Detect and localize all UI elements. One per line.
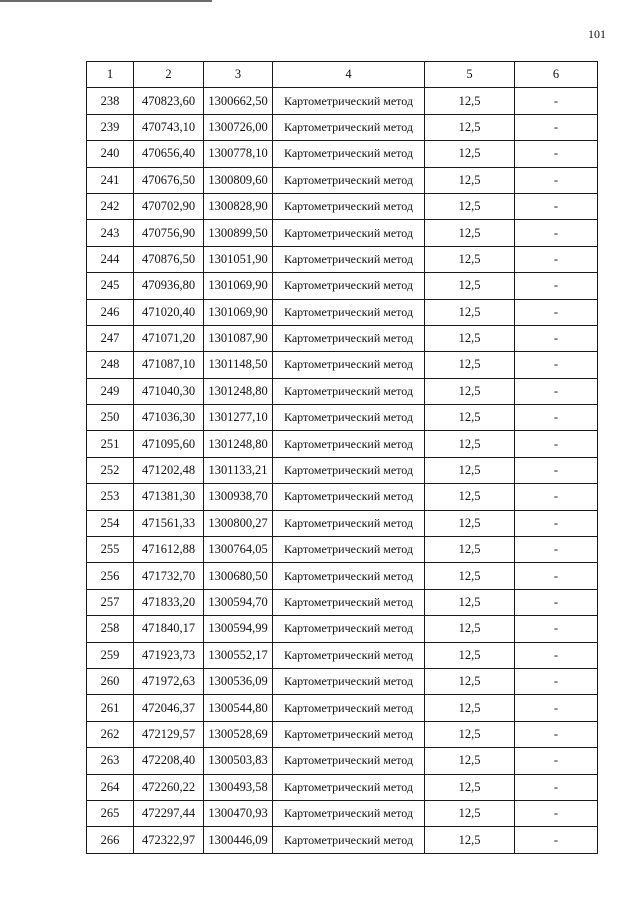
table-body: [87, 88, 598, 853]
y-coordinate-cell: 1300594,99: [204, 616, 273, 642]
description-cell: -: [515, 325, 598, 351]
y-coordinate-cell: 1300594,70: [204, 589, 273, 615]
coordinates-table: [86, 61, 598, 854]
method-cell: Картометрический метод: [273, 141, 425, 167]
y-coordinate-cell: 1301069,90: [204, 299, 273, 325]
accuracy-cell: 12,5: [425, 431, 515, 457]
header-cell-col-2: 2: [134, 62, 204, 88]
table-row: [87, 378, 598, 404]
x-coordinate-cell: 470743,10: [134, 114, 204, 140]
point-number-cell: 255: [87, 537, 134, 563]
y-coordinate-cell: 1300528,69: [204, 721, 273, 747]
point-number-cell: 247: [87, 325, 134, 351]
x-coordinate-cell: 470656,40: [134, 141, 204, 167]
table-row: [87, 431, 598, 457]
point-number-cell: 248: [87, 352, 134, 378]
description-cell: -: [515, 273, 598, 299]
method-cell: Картометрический метод: [273, 510, 425, 536]
description-cell: -: [515, 800, 598, 826]
point-number-cell: 241: [87, 167, 134, 193]
point-number-cell: 246: [87, 299, 134, 325]
table-row: [87, 299, 598, 325]
point-number-cell: 242: [87, 193, 134, 219]
method-cell: Картометрический метод: [273, 642, 425, 668]
description-cell: -: [515, 405, 598, 431]
table-row: [87, 642, 598, 668]
description-cell: -: [515, 431, 598, 457]
table-row: [87, 563, 598, 589]
accuracy-cell: 12,5: [425, 114, 515, 140]
x-coordinate-cell: 471923,73: [134, 642, 204, 668]
accuracy-cell: 12,5: [425, 405, 515, 431]
method-cell: Картометрический метод: [273, 827, 425, 853]
x-coordinate-cell: 472129,57: [134, 721, 204, 747]
y-coordinate-cell: 1300899,50: [204, 220, 273, 246]
x-coordinate-cell: 471732,70: [134, 563, 204, 589]
description-cell: -: [515, 352, 598, 378]
y-coordinate-cell: 1301051,90: [204, 246, 273, 272]
y-coordinate-cell: 1300680,50: [204, 563, 273, 589]
header-cell-col-1: 1: [87, 62, 134, 88]
y-coordinate-cell: 1301087,90: [204, 325, 273, 351]
accuracy-cell: 12,5: [425, 616, 515, 642]
x-coordinate-cell: 471840,17: [134, 616, 204, 642]
table-row: [87, 88, 598, 114]
accuracy-cell: 12,5: [425, 457, 515, 483]
point-number-cell: 253: [87, 484, 134, 510]
header-cell-col-4: 4: [273, 62, 425, 88]
x-coordinate-cell: 472322,97: [134, 827, 204, 853]
accuracy-cell: 12,5: [425, 695, 515, 721]
method-cell: Картометрический метод: [273, 616, 425, 642]
accuracy-cell: 12,5: [425, 273, 515, 299]
description-cell: -: [515, 378, 598, 404]
x-coordinate-cell: 471833,20: [134, 589, 204, 615]
accuracy-cell: 12,5: [425, 299, 515, 325]
table-row: [87, 114, 598, 140]
method-cell: Картометрический метод: [273, 589, 425, 615]
point-number-cell: 252: [87, 457, 134, 483]
point-number-cell: 262: [87, 721, 134, 747]
accuracy-cell: 12,5: [425, 748, 515, 774]
method-cell: Картометрический метод: [273, 220, 425, 246]
method-cell: Картометрический метод: [273, 405, 425, 431]
header-cell-col-6: 6: [515, 62, 598, 88]
description-cell: -: [515, 299, 598, 325]
point-number-cell: 251: [87, 431, 134, 457]
y-coordinate-cell: 1301069,90: [204, 273, 273, 299]
header-cell-col-3: 3: [204, 62, 273, 88]
description-cell: -: [515, 141, 598, 167]
accuracy-cell: 12,5: [425, 352, 515, 378]
description-cell: -: [515, 193, 598, 219]
point-number-cell: 257: [87, 589, 134, 615]
header-cell-col-5: 5: [425, 62, 515, 88]
table-row: [87, 695, 598, 721]
accuracy-cell: 12,5: [425, 537, 515, 563]
x-coordinate-cell: 471040,30: [134, 378, 204, 404]
method-cell: Картометрический метод: [273, 273, 425, 299]
point-number-cell: 260: [87, 668, 134, 694]
accuracy-cell: 12,5: [425, 668, 515, 694]
point-number-cell: 265: [87, 800, 134, 826]
point-number-cell: 244: [87, 246, 134, 272]
point-number-cell: 256: [87, 563, 134, 589]
y-coordinate-cell: 1300764,05: [204, 537, 273, 563]
y-coordinate-cell: 1300536,09: [204, 668, 273, 694]
description-cell: -: [515, 668, 598, 694]
table-row: [87, 827, 598, 853]
point-number-cell: 239: [87, 114, 134, 140]
table-row: [87, 537, 598, 563]
y-coordinate-cell: 1300828,90: [204, 193, 273, 219]
accuracy-cell: 12,5: [425, 774, 515, 800]
accuracy-cell: 12,5: [425, 563, 515, 589]
y-coordinate-cell: 1300493,58: [204, 774, 273, 800]
method-cell: Картометрический метод: [273, 537, 425, 563]
description-cell: -: [515, 510, 598, 536]
y-coordinate-cell: 1300938,70: [204, 484, 273, 510]
description-cell: -: [515, 616, 598, 642]
accuracy-cell: 12,5: [425, 193, 515, 219]
description-cell: -: [515, 484, 598, 510]
method-cell: Картометрический метод: [273, 193, 425, 219]
table-row: [87, 220, 598, 246]
table-row: [87, 167, 598, 193]
description-cell: -: [515, 774, 598, 800]
x-coordinate-cell: 471087,10: [134, 352, 204, 378]
y-coordinate-cell: 1300544,80: [204, 695, 273, 721]
accuracy-cell: 12,5: [425, 642, 515, 668]
y-coordinate-cell: 1300503,83: [204, 748, 273, 774]
accuracy-cell: 12,5: [425, 167, 515, 193]
accuracy-cell: 12,5: [425, 589, 515, 615]
description-cell: -: [515, 88, 598, 114]
method-cell: Картометрический метод: [273, 748, 425, 774]
method-cell: Картометрический метод: [273, 721, 425, 747]
table-row: [87, 668, 598, 694]
y-coordinate-cell: 1301248,80: [204, 431, 273, 457]
method-cell: Картометрический метод: [273, 774, 425, 800]
table-row: [87, 721, 598, 747]
method-cell: Картометрический метод: [273, 352, 425, 378]
method-cell: Картометрический метод: [273, 299, 425, 325]
y-coordinate-cell: 1300552,17: [204, 642, 273, 668]
description-cell: -: [515, 167, 598, 193]
x-coordinate-cell: 470823,60: [134, 88, 204, 114]
table-row: [87, 273, 598, 299]
point-number-cell: 243: [87, 220, 134, 246]
point-number-cell: 263: [87, 748, 134, 774]
method-cell: Картометрический метод: [273, 167, 425, 193]
x-coordinate-cell: 472208,40: [134, 748, 204, 774]
top-rule-line: [0, 0, 212, 2]
x-coordinate-cell: 470702,90: [134, 193, 204, 219]
description-cell: -: [515, 246, 598, 272]
accuracy-cell: 12,5: [425, 246, 515, 272]
y-coordinate-cell: 1300662,50: [204, 88, 273, 114]
x-coordinate-cell: 472260,22: [134, 774, 204, 800]
point-number-cell: 250: [87, 405, 134, 431]
y-coordinate-cell: 1301248,80: [204, 378, 273, 404]
method-cell: Картометрический метод: [273, 431, 425, 457]
x-coordinate-cell: 471612,88: [134, 537, 204, 563]
description-cell: -: [515, 748, 598, 774]
x-coordinate-cell: 471071,20: [134, 325, 204, 351]
point-number-cell: 259: [87, 642, 134, 668]
x-coordinate-cell: 472046,37: [134, 695, 204, 721]
method-cell: Картометрический метод: [273, 457, 425, 483]
method-cell: Картометрический метод: [273, 378, 425, 404]
x-coordinate-cell: 471972,63: [134, 668, 204, 694]
table-row: [87, 510, 598, 536]
point-number-cell: 238: [87, 88, 134, 114]
method-cell: Картометрический метод: [273, 246, 425, 272]
x-coordinate-cell: 470936,80: [134, 273, 204, 299]
x-coordinate-cell: 470876,50: [134, 246, 204, 272]
x-coordinate-cell: 471020,40: [134, 299, 204, 325]
point-number-cell: 266: [87, 827, 134, 853]
accuracy-cell: 12,5: [425, 484, 515, 510]
x-coordinate-cell: 471381,30: [134, 484, 204, 510]
x-coordinate-cell: 472297,44: [134, 800, 204, 826]
method-cell: Картометрический метод: [273, 800, 425, 826]
table-row: [87, 193, 598, 219]
y-coordinate-cell: 1300726,00: [204, 114, 273, 140]
point-number-cell: 264: [87, 774, 134, 800]
table-header: [87, 62, 598, 88]
point-number-cell: 245: [87, 273, 134, 299]
x-coordinate-cell: 471202,48: [134, 457, 204, 483]
accuracy-cell: 12,5: [425, 721, 515, 747]
y-coordinate-cell: 1301148,50: [204, 352, 273, 378]
y-coordinate-cell: 1300470,93: [204, 800, 273, 826]
method-cell: Картометрический метод: [273, 114, 425, 140]
description-cell: -: [515, 695, 598, 721]
accuracy-cell: 12,5: [425, 88, 515, 114]
method-cell: Картометрический метод: [273, 88, 425, 114]
accuracy-cell: 12,5: [425, 827, 515, 853]
accuracy-cell: 12,5: [425, 220, 515, 246]
table-row: [87, 352, 598, 378]
description-cell: -: [515, 114, 598, 140]
description-cell: -: [515, 827, 598, 853]
x-coordinate-cell: 471561,33: [134, 510, 204, 536]
method-cell: Картометрический метод: [273, 695, 425, 721]
accuracy-cell: 12,5: [425, 510, 515, 536]
description-cell: -: [515, 589, 598, 615]
page-number: 101: [588, 27, 606, 41]
point-number-cell: 249: [87, 378, 134, 404]
accuracy-cell: 12,5: [425, 800, 515, 826]
y-coordinate-cell: 1301277,10: [204, 405, 273, 431]
point-number-cell: 240: [87, 141, 134, 167]
method-cell: Картометрический метод: [273, 325, 425, 351]
table-row: [87, 800, 598, 826]
description-cell: -: [515, 563, 598, 589]
table-row: [87, 748, 598, 774]
y-coordinate-cell: 1301133,21: [204, 457, 273, 483]
y-coordinate-cell: 1300800,27: [204, 510, 273, 536]
x-coordinate-cell: 470676,50: [134, 167, 204, 193]
x-coordinate-cell: 470756,90: [134, 220, 204, 246]
table-row: [87, 141, 598, 167]
accuracy-cell: 12,5: [425, 325, 515, 351]
table-row: [87, 589, 598, 615]
table-row: [87, 246, 598, 272]
x-coordinate-cell: 471036,30: [134, 405, 204, 431]
table-row: [87, 484, 598, 510]
table-row: [87, 616, 598, 642]
point-number-cell: 261: [87, 695, 134, 721]
y-coordinate-cell: 1300446,09: [204, 827, 273, 853]
description-cell: -: [515, 721, 598, 747]
point-number-cell: 254: [87, 510, 134, 536]
method-cell: Картометрический метод: [273, 668, 425, 694]
method-cell: Картометрический метод: [273, 484, 425, 510]
table-row: [87, 457, 598, 483]
header-row: [87, 62, 598, 88]
table-row: [87, 325, 598, 351]
method-cell: Картометрический метод: [273, 563, 425, 589]
description-cell: -: [515, 642, 598, 668]
table-row: [87, 774, 598, 800]
description-cell: -: [515, 457, 598, 483]
accuracy-cell: 12,5: [425, 378, 515, 404]
table-row: [87, 405, 598, 431]
description-cell: -: [515, 220, 598, 246]
y-coordinate-cell: 1300809,60: [204, 167, 273, 193]
x-coordinate-cell: 471095,60: [134, 431, 204, 457]
point-number-cell: 258: [87, 616, 134, 642]
accuracy-cell: 12,5: [425, 141, 515, 167]
y-coordinate-cell: 1300778,10: [204, 141, 273, 167]
description-cell: -: [515, 537, 598, 563]
